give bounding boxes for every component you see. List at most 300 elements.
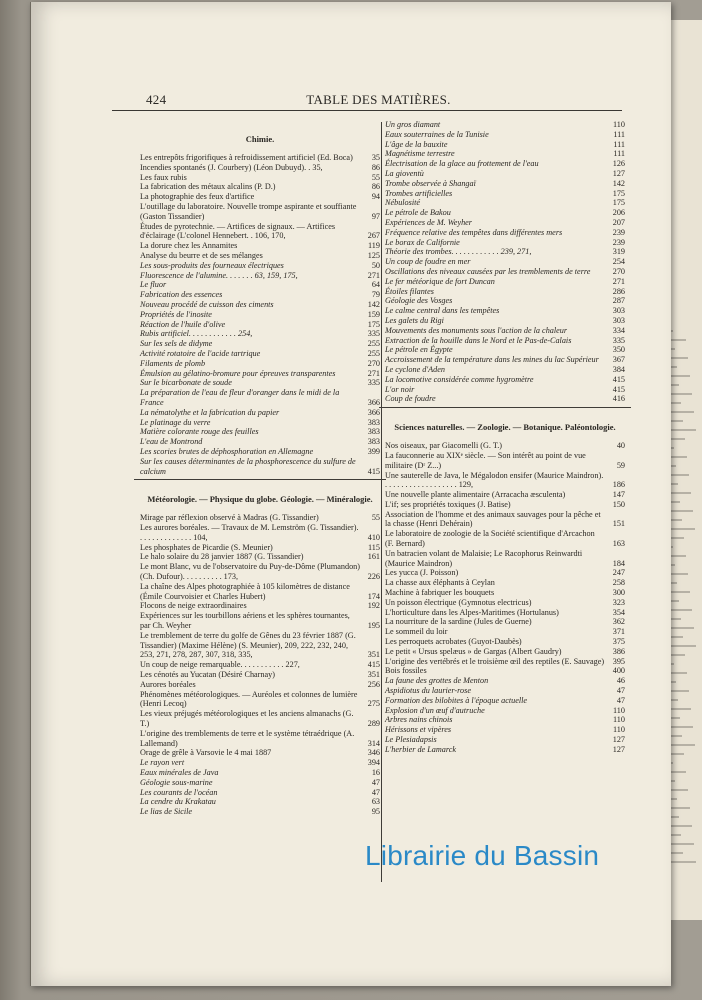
entry-page: 111: [613, 129, 625, 139]
entry-title: Aurores boréales: [140, 679, 196, 689]
toc-entry: [140, 660, 380, 670]
entry-title: Explosion d'un œuf d'autruche: [385, 705, 485, 715]
running-header: [146, 92, 611, 108]
toc-entry: [385, 306, 625, 316]
entry-title: La fabrication des métaux alcalins (P. D.): [140, 182, 276, 192]
toc-entry: [385, 130, 625, 140]
entry-page: 192: [367, 601, 380, 611]
toc-entry: [140, 447, 380, 457]
toc-entry: [140, 680, 380, 690]
entry-page: 175: [612, 188, 625, 198]
toc-entry: [140, 543, 380, 553]
toc-entry: [385, 267, 625, 277]
toc-entry: [140, 290, 380, 300]
entry-title: Hérissons et vipères: [385, 725, 452, 735]
entry-title: Flocons de neige extraordinaires: [140, 601, 247, 611]
entry-title: L'âge de la bauxite: [385, 139, 448, 149]
entry-page: 383: [367, 427, 380, 437]
toc-entry: [140, 388, 380, 408]
entry-page: 275: [367, 699, 380, 709]
toc-entry: [140, 261, 380, 271]
toc-entry: [385, 588, 625, 598]
entry-page: 270: [612, 266, 625, 276]
entry-title: Trombes artificielles: [385, 188, 453, 198]
toc-entry: [140, 562, 380, 582]
toc-entry: [140, 280, 380, 290]
right-column: [385, 120, 625, 755]
entry-page: 119: [368, 241, 380, 251]
entry-page: 110: [613, 725, 625, 735]
entry-page: 270: [367, 358, 380, 368]
entry-title: Les aurores boréales. — Travaux de M. Lemström (G. Tissandier). . . . . . . . . . . . . . 104,: [140, 523, 359, 542]
entry-page: 314: [367, 738, 380, 748]
entry-title: Les vieux préjugés météorologiques et les anciens almanachs (G. T.): [140, 709, 354, 729]
entry-page: 184: [612, 558, 625, 568]
entry-title: Le Plesiadapsis: [385, 735, 437, 745]
entry-page: 335: [367, 329, 380, 339]
entry-title: Oscillations des niveaux causées par les tremblements de terre: [385, 266, 591, 276]
entry-title: La photographie des feux d'artifice: [140, 192, 255, 202]
entry-title: La dorure chez les Annamites: [140, 241, 238, 251]
entry-page: 142: [612, 178, 625, 188]
entry-title: Mouvements des monuments sous l'action de la chaleur: [385, 325, 568, 335]
entry-title: Phénomènes météorologiques. — Auréoles et colonnes de lumière (Henri Lecoq): [140, 689, 358, 709]
entry-page: 16: [371, 768, 380, 778]
toc-entry: [140, 670, 380, 680]
toc-entry: [385, 696, 625, 706]
toc-entry: [385, 598, 625, 608]
entry-title: Géologie sous-marine: [140, 777, 213, 787]
entry-page: 47: [371, 787, 380, 797]
entry-title: Fluorescence de l'alumine. . . . . . . 63, 159, 175,: [140, 270, 298, 280]
entry-page: 399: [367, 446, 380, 456]
entry-page: 384: [612, 364, 625, 374]
entry-title: Un coup de foudre en mer: [385, 257, 471, 267]
toc-entry: [140, 631, 380, 660]
toc-entry: [140, 339, 380, 349]
toc-entry: [385, 277, 625, 287]
entry-page: 375: [612, 637, 625, 647]
entry-title: Expériences de M. Weyher: [385, 217, 472, 227]
toc-entry: [140, 369, 380, 379]
toc-entry: [140, 513, 380, 523]
entry-page: 110: [613, 705, 625, 715]
entry-title: Géologie des Vosges: [385, 296, 453, 306]
toc-entry: [140, 192, 380, 202]
entry-page: 47: [616, 695, 625, 705]
entry-page: 163: [612, 539, 625, 549]
entry-page: 267: [367, 231, 380, 241]
entry-page: 126: [612, 159, 625, 169]
entry-title: Trombe observée à Shangaï: [385, 178, 476, 188]
entry-title: Le pétrole en Égypte: [385, 345, 453, 355]
entry-title: Le cyclone d'Aden: [385, 364, 445, 374]
entry-page: 255: [367, 339, 380, 349]
entry-title: La chasse aux éléphants à Ceylan: [385, 578, 495, 588]
entry-title: La nématolythe et la fabrication du papier: [140, 407, 280, 417]
entry-title: Sur les sels de didyme: [140, 339, 213, 349]
toc-entry: [140, 251, 380, 261]
entry-page: 319: [612, 247, 625, 257]
entry-title: Analyse du beurre et de ses mélanges: [140, 250, 263, 260]
section-divider: [134, 479, 386, 480]
toc-entry: [385, 451, 625, 471]
toc-entry: [385, 316, 625, 326]
toc-entry: [385, 140, 625, 150]
toc-entry: [140, 437, 380, 447]
toc-entry: [385, 355, 625, 365]
entry-title: Accroissement de la température dans les mines du lac Supérieur: [385, 355, 599, 365]
toc-entry: [140, 378, 380, 388]
entry-page: 111: [613, 149, 625, 159]
entry-page: 94: [371, 192, 380, 202]
toc-entry: [140, 778, 380, 788]
entry-title: L'if; ses propriétés toxiques (J. Batise): [385, 499, 511, 509]
toc-entry: [140, 427, 380, 437]
toc-entry: [140, 241, 380, 251]
entry-title: Les yucca (J. Poisson): [385, 568, 459, 578]
toc-entry: [385, 715, 625, 725]
toc-entry: [385, 120, 625, 130]
entry-title: Un coup de neige remarquable. . . . . . . . . . . 227,: [140, 660, 300, 670]
toc-entry: [385, 345, 625, 355]
toc-entry: [140, 729, 380, 749]
entry-title: Émulsion au gélatino-bromure pour épreuves transparentes: [140, 368, 336, 378]
entry-title: Rubis artificiel. . . . . . . . . . . . 254,: [140, 329, 253, 339]
entry-page: 335: [367, 378, 380, 388]
entry-title: Le petit « Ursus spelæus » de Gargas (Albert Gaudry): [385, 646, 562, 656]
toc-entry: [140, 768, 380, 778]
entry-title: Extraction de la houille dans le Nord et le Pas-de-Calais: [385, 335, 572, 345]
entry-page: 255: [367, 348, 380, 358]
toc-entry: [140, 523, 380, 543]
header-rule: [112, 110, 622, 111]
entry-title: Le sommeil du loir: [385, 627, 448, 637]
entry-title: Théorie des trombes. . . . . . . . . . . . 239, 271,: [385, 247, 532, 257]
entry-page: 59: [616, 460, 625, 470]
entry-title: Matière colorante rouge des feuilles: [140, 427, 259, 437]
entry-page: 366: [367, 397, 380, 407]
toc-entry: [140, 748, 380, 758]
entry-page: 55: [371, 172, 380, 182]
entry-page: 247: [612, 568, 625, 578]
entry-title: Les courants de l'océan: [140, 787, 218, 797]
toc-entry: [385, 627, 625, 637]
toc-entry: [385, 326, 625, 336]
toc-entry: [385, 676, 625, 686]
entry-page: 226: [367, 572, 380, 582]
entry-title: Les galets du Rigi: [385, 315, 444, 325]
entry-title: La faune des grottes de Menton: [385, 676, 489, 686]
toc-entry: [385, 441, 625, 451]
entry-page: 239: [612, 227, 625, 237]
toc-entry: [385, 169, 625, 179]
toc-entry: [385, 385, 625, 395]
toc-entry: [140, 408, 380, 418]
entry-title: Incendies spontanés (J. Courbery) (Léon Dubuyd). . 35,: [140, 162, 323, 172]
toc-entry: [140, 457, 380, 477]
toc-entry: [140, 320, 380, 330]
toc-entry: [140, 758, 380, 768]
entry-title: L'origine des tremblements de terre et le système tétraédrique (A. Lallemand): [140, 728, 355, 748]
entry-title: Un gros diamant: [385, 120, 441, 129]
entry-page: 351: [367, 650, 380, 660]
entry-page: 111: [613, 139, 625, 149]
toc-entry: [140, 349, 380, 359]
entry-page: 127: [612, 168, 625, 178]
entry-title: L'or noir: [385, 384, 415, 394]
entry-title: Les phosphates de Picardie (S. Meunier): [140, 542, 273, 552]
toc-entry: [385, 549, 625, 569]
toc-entry: [140, 153, 380, 163]
toc-entry: [140, 163, 380, 173]
toc-entry: [385, 336, 625, 346]
entry-title: L'outillage du laboratoire. Nouvelle trompe aspirante et souffiante (Gaston Tissandier): [140, 201, 357, 221]
toc-entry: [385, 510, 625, 530]
entry-title: Nouveau procédé de cuisson des ciments: [140, 299, 274, 309]
entry-page: 151: [612, 519, 625, 529]
toc-entry: [140, 173, 380, 183]
toc-entry: [140, 271, 380, 281]
entry-title: Les perroquets acrobates (Guyot-Daubès): [385, 637, 522, 647]
toc-entry: [385, 686, 625, 696]
entry-title: Une nouvelle plante alimentaire (Arracacha æsculenta): [385, 490, 566, 500]
toc-entry: [385, 706, 625, 716]
entry-title: Le pétrole de Bakou: [385, 208, 451, 218]
toc-entry: [385, 735, 625, 745]
entry-page: 271: [612, 276, 625, 286]
entry-title: L'eau de Montrond: [140, 437, 203, 447]
entry-page: 346: [367, 748, 380, 758]
section-heading: Sciences naturelles. — Zoologie. — Botanique. Paléontologie.: [394, 422, 616, 433]
toc-entry: [140, 611, 380, 631]
entry-page: 63: [371, 797, 380, 807]
entry-title: Étoiles filantes: [385, 286, 434, 296]
entry-title: Électrisation de la glace au frottement de l'eau: [385, 159, 539, 169]
entry-title: Nos oiseaux, par Giacomelli (G. T.): [385, 441, 503, 451]
entry-page: 395: [612, 656, 625, 666]
entry-page: 239: [612, 237, 625, 247]
entry-page: 175: [612, 198, 625, 208]
toc-entry: [385, 198, 625, 208]
entry-title: Les entrepôts frigorifiques à refroidissement artificiel (Ed. Boca): [140, 153, 353, 162]
entry-page: 386: [612, 646, 625, 656]
toc-entry: [140, 310, 380, 320]
entry-page: 394: [367, 758, 380, 768]
entry-page: 110: [613, 120, 625, 129]
toc-entry: [385, 189, 625, 199]
entry-page: 271: [367, 270, 380, 280]
entry-title: Propriétés de l'inosite: [140, 309, 212, 319]
entry-title: La chaîne des Alpes photographiée à 105 kilomètres de distance (Émile Courvoisier et Charles Hubert): [140, 581, 350, 601]
entry-page: 95: [371, 807, 380, 817]
entry-title: Bois fossiles: [385, 666, 427, 676]
entry-title: Mirage par réflexion observé à Madras (G. Tissandier): [140, 513, 319, 523]
entry-page: 350: [612, 345, 625, 355]
watermark-text: Librairie du Bassin: [365, 840, 600, 871]
entry-title: Le mont Blanc, vu de l'observatoire du Puy-de-Dôme (Plumandon) (Ch. Dufour). . . . . . . . . . 173,: [140, 562, 360, 582]
entry-page: 254: [612, 257, 625, 267]
toc-entry: [140, 222, 380, 242]
entry-title: Le rayon vert: [140, 758, 185, 768]
entry-title: Le platinage du verre: [140, 417, 211, 427]
toc-entry: [385, 568, 625, 578]
entry-title: Le lias de Sicile: [140, 807, 193, 817]
entry-title: Le halo solaire du 28 janvier 1887 (G. Tissandier): [140, 552, 304, 562]
entry-title: L'horticulture dans les Alpes-Maritimes (Hortulanus): [385, 607, 559, 617]
toc-entry: [385, 238, 625, 248]
entry-page: 47: [616, 686, 625, 696]
entry-page: 415: [367, 660, 380, 670]
entry-page: 415: [612, 384, 625, 394]
entry-page: 303: [612, 306, 625, 316]
entry-page: 46: [616, 676, 625, 686]
entry-page: 195: [367, 621, 380, 631]
toc-entry: [140, 202, 380, 222]
entry-page: 415: [367, 466, 380, 476]
entry-title: Les faux rubis: [140, 172, 187, 182]
entry-page: 207: [612, 217, 625, 227]
toc-entry: [385, 159, 625, 169]
toc-entry: [140, 359, 380, 369]
entry-title: Nébulosité: [385, 198, 421, 208]
entry-title: L'origine des vertébrés et le troisième œil des reptiles (E. Sauvage): [385, 656, 605, 666]
entry-title: La cendre du Krakatau: [140, 797, 216, 807]
toc-entry: [385, 208, 625, 218]
entry-page: 362: [612, 617, 625, 627]
entry-page: 323: [612, 597, 625, 607]
entry-title: Le calme central dans les tempêtes: [385, 306, 500, 316]
entry-page: 271: [367, 368, 380, 378]
toc-entry: [140, 182, 380, 192]
entry-page: 383: [367, 417, 380, 427]
entry-page: 40: [616, 441, 625, 451]
entry-title: Filaments de plomb: [140, 358, 206, 368]
entry-page: 79: [371, 290, 380, 300]
entry-title: Aspidiotus du laurier-rose: [385, 686, 471, 696]
entry-title: Sur les causes déterminantes de la phosphorescence du sulfure de calcium: [140, 456, 356, 476]
entry-title: Le fer météorique de fort Duncan: [385, 276, 495, 286]
entry-title: Sur le bicarbonate de soude: [140, 378, 232, 388]
entry-page: 286: [612, 286, 625, 296]
entry-page: 35: [371, 153, 380, 162]
entry-page: 367: [612, 355, 625, 365]
entry-title: Études de pyrotechnie. — Artifices de signaux. — Artifices d'éclairage (L'colonel Hennebert. . 106, 170,: [140, 221, 336, 241]
entry-title: Le tremblement de terre du golfe de Gênes du 23 février 1887 (G. Tissandier) (Maxime Hélène) (S. Meunier), 209, 222, 232, 240, 253, 271, 278, 287, 307, 318, 335,: [140, 630, 356, 660]
entry-page: 300: [612, 588, 625, 598]
entry-title: Association de l'homme et des animaux sauvages pour la pêche et la chasse (Henri Dehérain): [385, 509, 601, 529]
entry-title: Le borax de Californie: [385, 237, 460, 247]
entry-page: 64: [371, 280, 380, 290]
entry-page: 258: [612, 578, 625, 588]
entry-title: Le fluor: [140, 280, 167, 290]
entry-page: 142: [367, 299, 380, 309]
toc-entry: [140, 807, 380, 817]
entry-title: Une sauterelle de Java, le Mégalodon ensifer (Maurice Maindron). . . . . . . . . . . . . . . . . . . 129,: [385, 470, 604, 490]
entry-title: Machine à fabriquer les bouquets: [385, 588, 495, 598]
entry-title: Un poisson électrique (Gymnotus electricus): [385, 597, 532, 607]
entry-page: 47: [371, 777, 380, 787]
column-separator: [381, 122, 382, 882]
entry-title: Un batracien volant de Malaisie; Le Racophorus Reinwardti (Maurice Maindron): [385, 548, 583, 568]
entry-title: Les cénotés au Yucatan (Désiré Charnay): [140, 670, 275, 680]
entry-title: Formation des bilobites à l'époque actuelle: [385, 695, 528, 705]
entry-page: 415: [612, 374, 625, 384]
entry-title: Magnétisme terrestre: [385, 149, 455, 159]
toc-entry: [385, 375, 625, 385]
entry-title: Eaux minérales de Java: [140, 768, 219, 778]
entry-title: Réaction de l'huile d'olive: [140, 319, 226, 329]
toc-entry: [385, 218, 625, 228]
entry-page: 351: [367, 670, 380, 680]
entry-title: Activité rotatoire de l'acide tartrique: [140, 348, 261, 358]
entry-page: 410: [367, 532, 380, 542]
entry-title: Fabrication des essences: [140, 290, 223, 300]
toc-entry: [385, 500, 625, 510]
toc-entry: [385, 637, 625, 647]
entry-title: Expériences sur les tourbillons aériens et les sphères tournantes, par Ch. Weyher: [140, 611, 350, 631]
entry-page: 289: [367, 719, 380, 729]
entry-page: 186: [612, 480, 625, 490]
entry-page: 174: [367, 591, 380, 601]
entry-page: 127: [612, 744, 625, 754]
toc-entry: [385, 725, 625, 735]
entry-page: 354: [612, 607, 625, 617]
entry-page: 416: [612, 394, 625, 404]
entry-title: La nourriture de la sardine (Jules de Guerne): [385, 617, 532, 627]
entry-page: 335: [612, 335, 625, 345]
toc-entry: [385, 296, 625, 306]
toc-entry: [385, 394, 625, 404]
toc-entry: [140, 788, 380, 798]
entry-page: 125: [367, 250, 380, 260]
entry-page: 86: [371, 162, 380, 172]
entry-page: 371: [612, 627, 625, 637]
entry-page: 50: [371, 260, 380, 270]
entry-page: 115: [368, 542, 380, 552]
toc-entry: [385, 745, 625, 755]
entry-page: 86: [371, 182, 380, 192]
entry-page: 256: [367, 679, 380, 689]
entry-page: 334: [612, 325, 625, 335]
entry-page: 150: [612, 499, 625, 509]
entry-title: Fréquence relative des tempêtes dans différentes mers: [385, 227, 563, 237]
toc-entry: [385, 287, 625, 297]
entry-title: L'herbier de Lamarck: [385, 744, 457, 754]
toc-entry: [385, 228, 625, 238]
entry-title: Les sous-produits des fourneaux électriques: [140, 260, 284, 270]
toc-entry: [385, 529, 625, 549]
entry-page: 303: [612, 315, 625, 325]
toc-entry: [385, 617, 625, 627]
entry-title: Le laboratoire de zoologie de la Société scientifique d'Arcachon (F. Bernard): [385, 529, 595, 549]
toc-entry: [385, 490, 625, 500]
entry-title: La gioventù: [385, 168, 424, 178]
entry-title: Coup de foudre: [385, 394, 436, 404]
entry-page: 147: [612, 490, 625, 500]
entry-page: 206: [612, 208, 625, 218]
entry-title: Orage de grêle à Varsovie le 4 mai 1887: [140, 748, 272, 758]
toc-entry: [140, 709, 380, 729]
page-title: TABLE DES MATIÈRES.: [306, 92, 451, 107]
toc-entry: [385, 471, 625, 491]
toc-entry: [140, 418, 380, 428]
section-heading: Météorologie. — Physique du globe. Géologie. — Minéralogie.: [147, 494, 373, 505]
toc-entry: [140, 300, 380, 310]
entry-title: La préparation de l'eau de fleur d'oranger dans le midi de la France: [140, 388, 340, 407]
entry-title: Arbres nains chinois: [385, 715, 453, 725]
entry-page: 383: [367, 437, 380, 447]
